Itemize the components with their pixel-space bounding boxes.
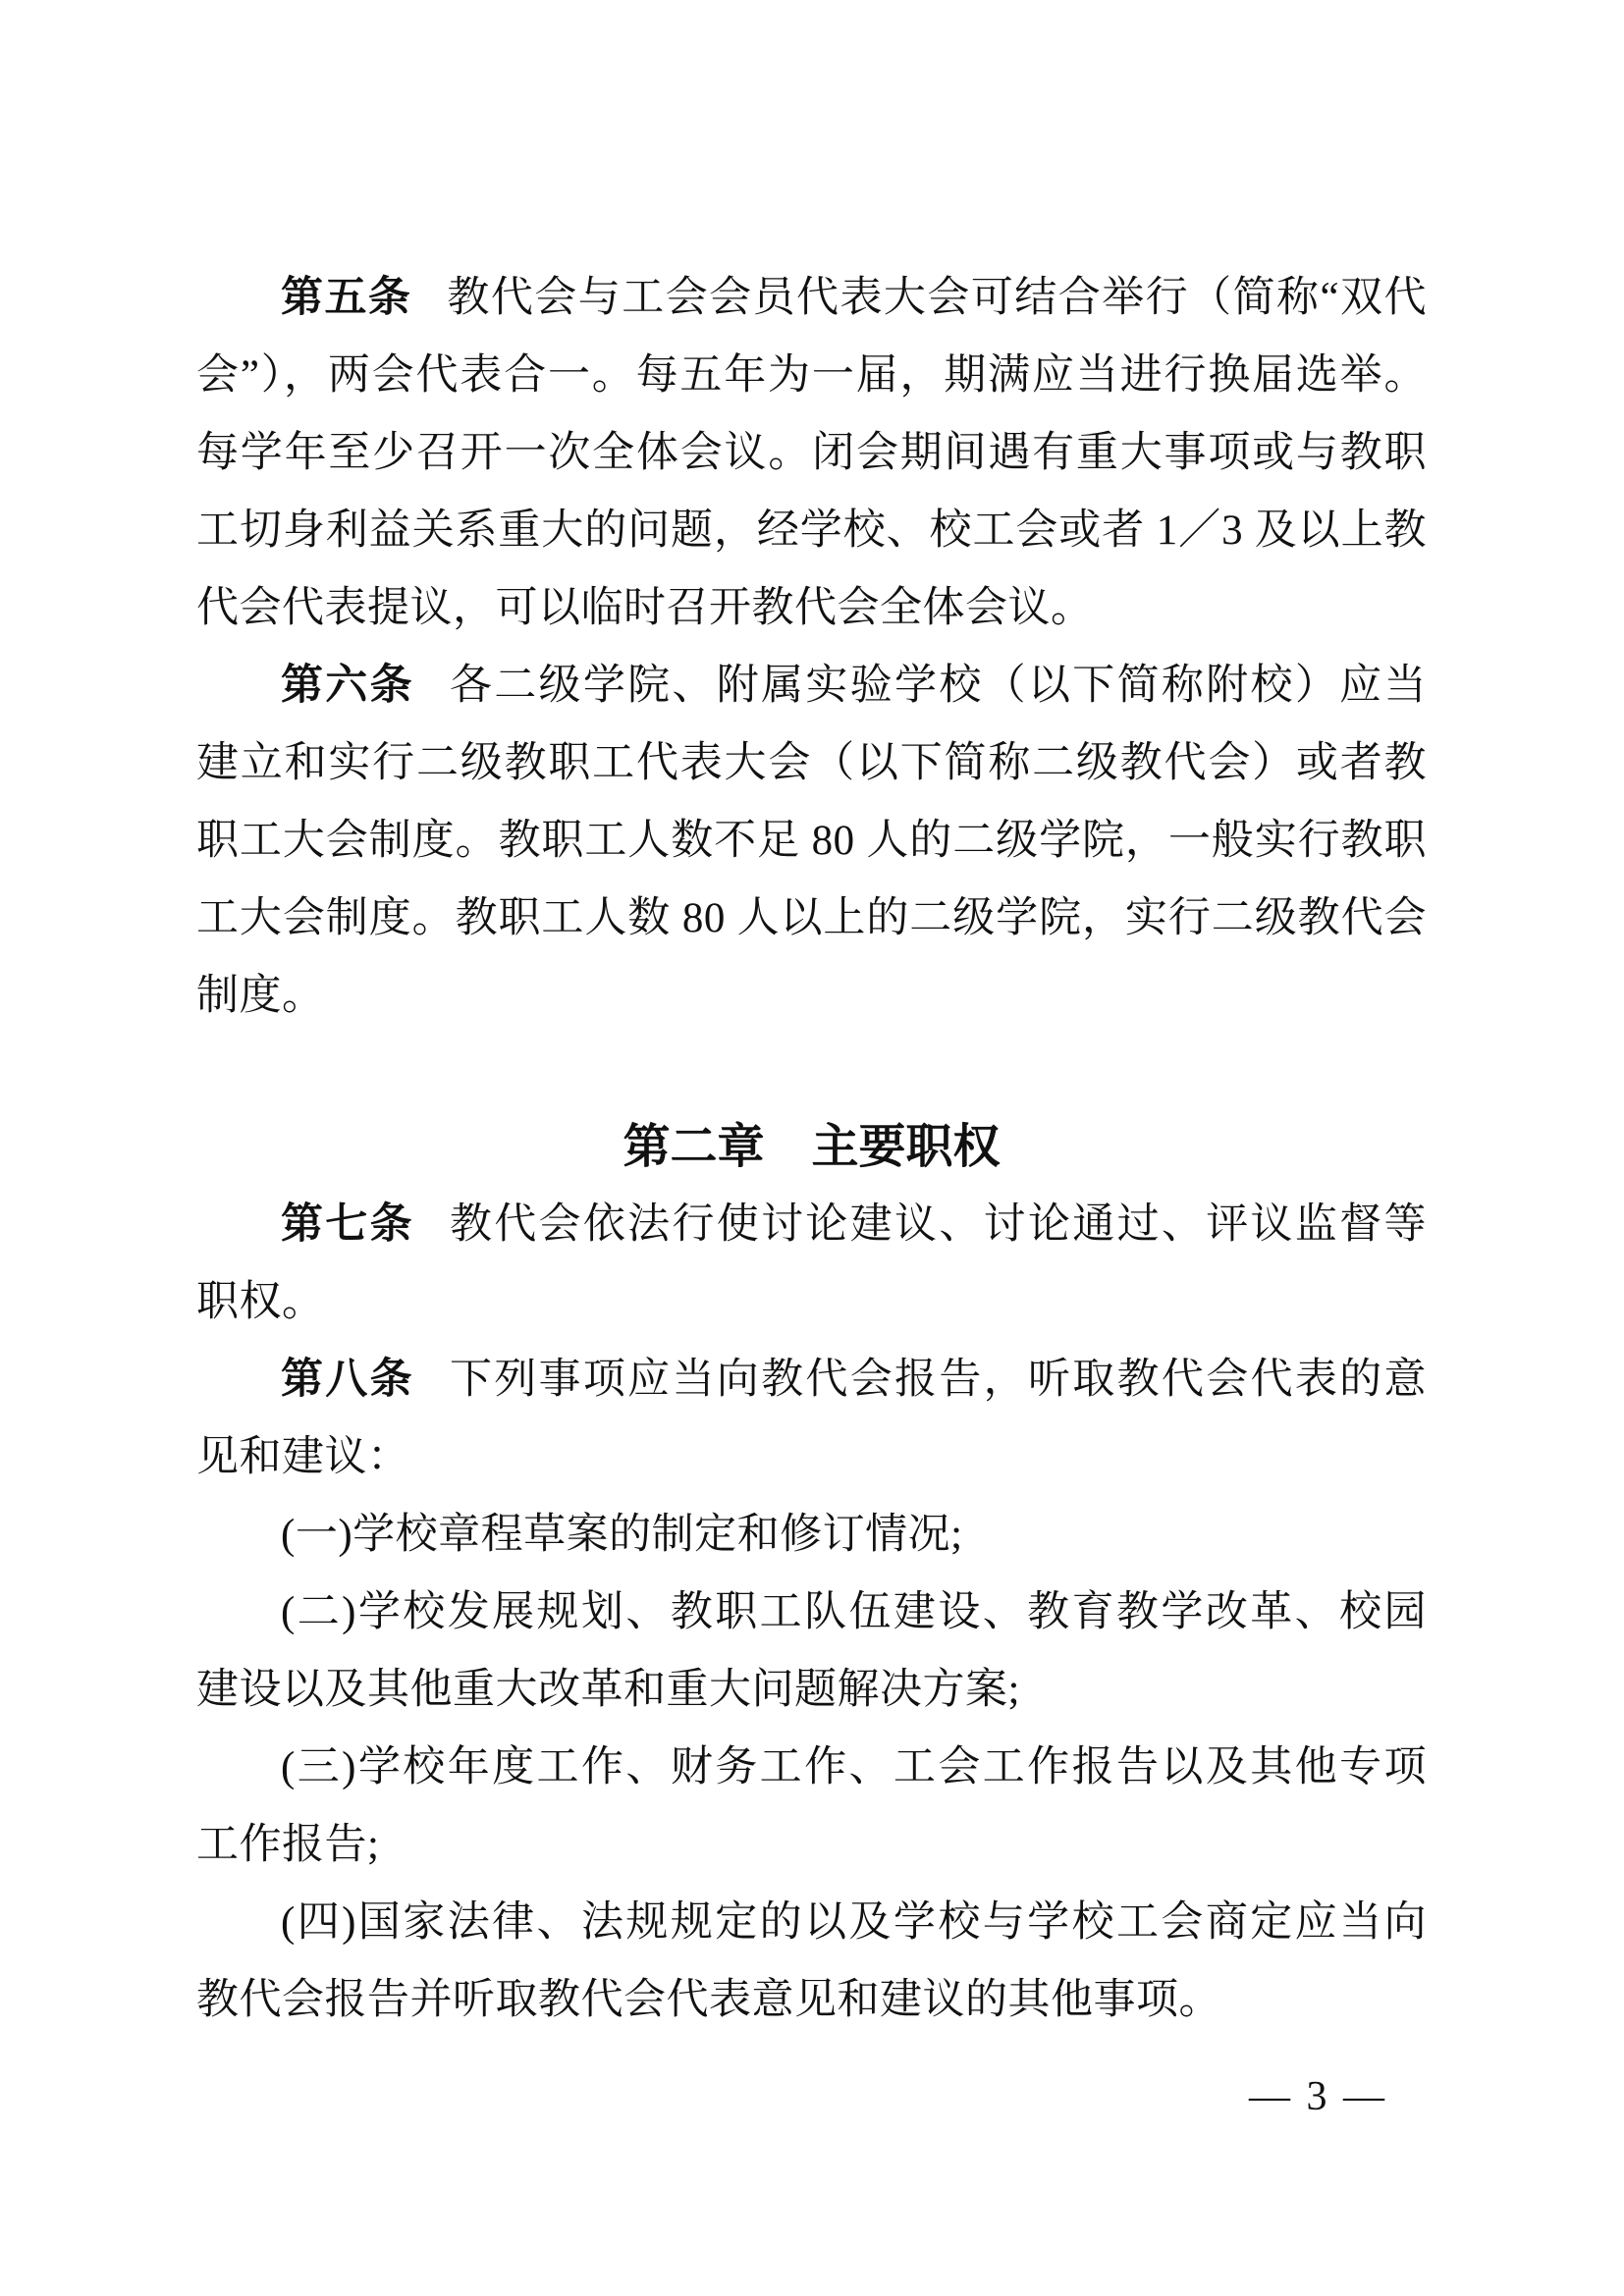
paragraph [196, 1496, 1427, 1574]
page-number: — 3 — [1249, 2074, 1387, 2119]
text-line [196, 259, 1427, 337]
text-line [196, 1418, 1427, 1496]
article-number: 第五条 [281, 275, 412, 321]
line-text: (一)学校章程草案的制定和修订情况; [281, 1512, 963, 1558]
paragraph [196, 647, 1427, 1035]
line-text: 见和建议： [196, 1434, 410, 1480]
article-number: 第七条 [281, 1201, 414, 1248]
line-text: 工大会制度。教职工人数 80 人以上的二级学院，实行二级教代会 [196, 895, 1427, 941]
text-line [196, 1884, 1427, 1961]
line-text: (四)国家法律、法规规定的以及学校与学校工会商定应当向 [281, 1899, 1427, 1946]
line-text: 职工大会制度。教职工人数不足 80 人的二级学院，一般实行教职 [196, 818, 1427, 864]
page-footer [1249, 2073, 1387, 2120]
text-line [196, 724, 1427, 802]
article-number: 第六条 [281, 663, 414, 709]
line-text: 建设以及其他重大改革和重大问题解决方案; [196, 1667, 1020, 1713]
text-line [196, 1729, 1427, 1806]
paragraph [196, 1186, 1427, 1341]
text-line [196, 1651, 1427, 1729]
chapter-number: 第二章 [623, 1121, 765, 1173]
line-text: 代会代表提议，可以临时召开教代会全体会议。 [196, 585, 1094, 631]
text-line [196, 1341, 1427, 1418]
text-line [196, 492, 1427, 569]
text-line [196, 647, 1427, 724]
line-text: 工作报告; [196, 1822, 380, 1868]
line-text: 教代会与工会会员代表大会可结合举行（简称“双代 [447, 275, 1427, 321]
article-number: 第八条 [281, 1357, 414, 1403]
line-text: 教代会报告并听取教代会代表意见和建议的其他事项。 [196, 1977, 1221, 2023]
paragraph [196, 259, 1427, 647]
document-body [196, 259, 1427, 2039]
paragraph [196, 1884, 1427, 2039]
chapter-heading [196, 1108, 1427, 1186]
text-line [196, 957, 1427, 1035]
text-line [196, 802, 1427, 880]
text-line [196, 1263, 1427, 1341]
line-text: 各二级学院、附属实验学校（以下简称附校）应当 [449, 663, 1427, 709]
text-line [196, 569, 1427, 647]
line-text: (二)学校发展规划、教职工队伍建设、教育教学改革、校园 [281, 1589, 1427, 1635]
text-line [196, 337, 1427, 414]
line-text: 会”），两会代表合一。每五年为一届，期满应当进行换届选举。 [196, 352, 1427, 399]
line-text: 下列事项应当向教代会报告，听取教代会代表的意 [449, 1357, 1427, 1403]
chapter-title: 主要职权 [811, 1121, 1001, 1173]
line-text: 工切身利益关系重大的问题，经学校、校工会或者 1／3 及以上教 [196, 507, 1427, 554]
text-line [196, 1186, 1427, 1263]
line-text: 职权。 [196, 1279, 325, 1325]
paragraph [196, 1574, 1427, 1729]
text-line [196, 880, 1427, 957]
text-line [196, 1961, 1427, 2039]
paragraph [196, 1729, 1427, 1884]
paragraph [196, 1341, 1427, 1496]
text-line [196, 1574, 1427, 1651]
text-line [196, 1806, 1427, 1884]
line-text: 每学年至少召开一次全体会议。闭会期间遇有重大事项或与教职 [196, 430, 1427, 476]
line-text: (三)学校年度工作、财务工作、工会工作报告以及其他专项 [281, 1744, 1427, 1790]
text-line [196, 414, 1427, 492]
text-line [196, 1496, 1427, 1574]
line-text: 建立和实行二级教职工代表大会（以下简称二级教代会）或者教 [196, 740, 1427, 786]
line-text: 教代会依法行使讨论建议、讨论通过、评议监督等 [449, 1201, 1427, 1248]
line-text: 制度。 [196, 973, 325, 1019]
